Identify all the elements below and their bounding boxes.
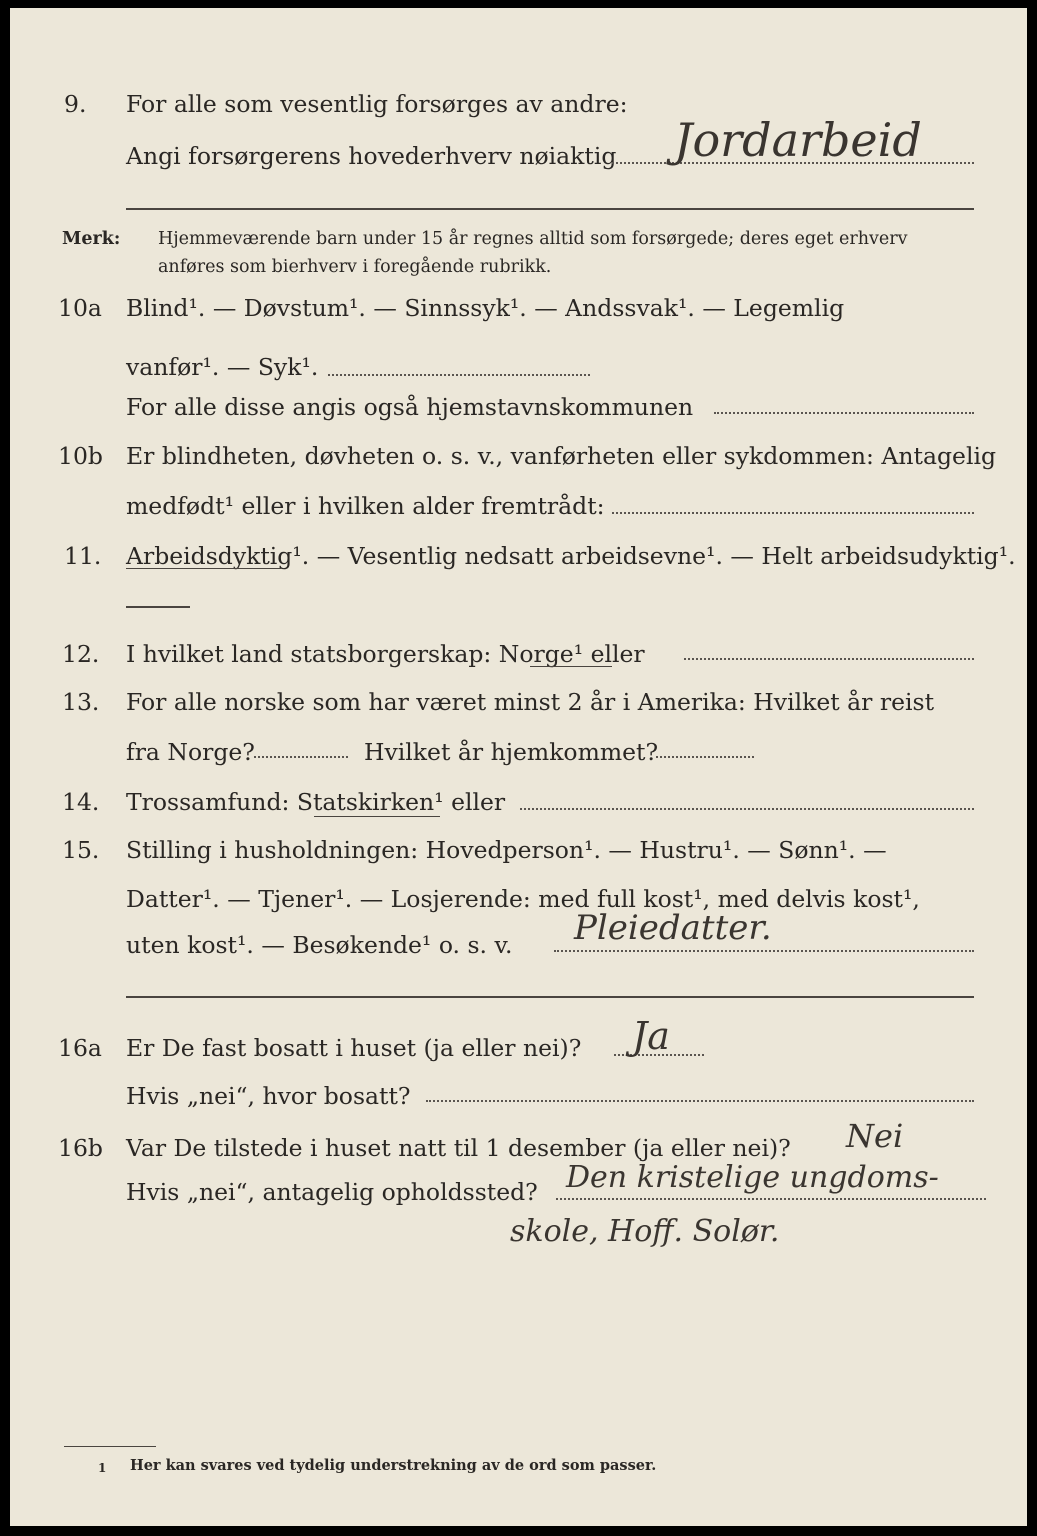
q16b-handwritten-answer2-line2: skole, Hoff. Solør. xyxy=(510,1214,780,1249)
q10a-municipality-line xyxy=(714,412,974,414)
q14-underline-mark xyxy=(314,816,440,817)
q10a-text-line3: For alle disse angis også hjemstavnskommunen xyxy=(126,393,694,421)
q13-number: 13. xyxy=(62,688,100,716)
footnote-mark: 1 xyxy=(98,1461,107,1475)
q11-text-line1: Arbeidsdyktig¹. — Vesentlig nedsatt arbeidsevne¹. — Helt arbeidsudyktig¹. xyxy=(126,542,1016,570)
merk-text-line2: anføres som bierhverv i foregående rubrikk. xyxy=(158,257,552,277)
q16a-text-line1: Er De fast bosatt i huset (ja eller nei)? xyxy=(126,1034,582,1062)
merk-label: Merk: xyxy=(62,229,121,249)
q15-number: 15. xyxy=(62,836,100,864)
q11-underline-mark xyxy=(126,568,282,569)
q15-text-line3: uten kost¹. — Besøkende¹ o. s. v. xyxy=(126,931,513,959)
q15-blank-line xyxy=(126,996,974,998)
q15-text-line2: Datter¹. — Tjener¹. — Losjerende: med full kost¹, med delvis kost¹, xyxy=(126,885,920,913)
q16a-handwritten-answer: Ja xyxy=(632,1014,670,1058)
q10b-number: 10b xyxy=(58,442,103,470)
q12-number: 12. xyxy=(62,640,100,668)
q12-underline-mark xyxy=(530,666,612,667)
footnote-text: Her kan svares ved tydelig understrekning av de ord som passer. xyxy=(130,1457,657,1474)
q10a-text-line1: Blind¹. — Døvstum¹. — Sinnssyk¹. — Andssvak¹. — Legemlig xyxy=(126,294,845,322)
q14-number: 14. xyxy=(62,788,100,816)
q9-blank-line xyxy=(126,208,974,210)
q16b-number: 16b xyxy=(58,1134,103,1162)
q10a-text-line2: vanfør¹. — Syk¹. xyxy=(126,353,319,381)
q10a-answer-line xyxy=(328,374,590,376)
q13-text-line1: For alle norske som har været minst 2 år i Amerika: Hvilket år reist xyxy=(126,688,935,716)
q16b-text-line2: Hvis „nei“, antagelig opholdssted? xyxy=(126,1178,538,1206)
q14-text-line1: Trossamfund: Statskirken¹ eller xyxy=(126,788,506,816)
q9-number: 9. xyxy=(64,90,87,118)
q10b-answer-line xyxy=(612,512,974,514)
q13-left-year-line xyxy=(254,756,348,758)
q11-number: 11. xyxy=(64,542,102,570)
q9-handwritten-answer: Jordarbeid xyxy=(674,113,922,167)
q13-text-line2b: Hvilket år hjemkommet? xyxy=(364,738,659,766)
merk-text-line1: Hjemmeværende barn under 15 år regnes alltid som forsørgede; deres eget erhverv xyxy=(158,229,908,249)
q13-text-line2a: fra Norge? xyxy=(126,738,255,766)
q10b-text-line1: Er blindheten, døvheten o. s. v., vanførheten eller sykdommen: Antagelig xyxy=(126,442,997,470)
q11-short-rule xyxy=(126,606,190,608)
q10b-text-line2: medfødt¹ eller i hvilken alder fremtrådt: xyxy=(126,492,605,520)
q16a-text-line2: Hvis „nei“, hvor bosatt? xyxy=(126,1082,411,1110)
q15-answer-line xyxy=(554,950,974,952)
q12-text-line1: I hvilket land statsborgerskap: Norge¹ eller xyxy=(126,640,645,668)
q9-text-line2: Angi forsørgerens hovederhverv nøiaktig xyxy=(126,142,617,170)
q13-return-year-line xyxy=(656,756,754,758)
q16b-handwritten-answer1: Nei xyxy=(846,1117,904,1155)
q15-text-line1: Stilling i husholdningen: Hovedperson¹. — Hustru¹. — Sønn¹. — xyxy=(126,836,887,864)
q12-answer-line xyxy=(684,658,974,660)
q14-answer-line xyxy=(520,808,974,810)
q15-handwritten-answer: Pleiedatter. xyxy=(574,908,772,948)
q16b-handwritten-answer2-line1: Den kristelige ungdoms- xyxy=(566,1160,939,1195)
q16a-number: 16a xyxy=(58,1034,102,1062)
q16a-location-line xyxy=(426,1100,974,1102)
q10a-number: 10a xyxy=(58,294,102,322)
footnote-rule xyxy=(64,1446,156,1447)
q16b-text-line1: Var De tilstede i huset natt til 1 desember (ja eller nei)? xyxy=(126,1134,791,1162)
q9-text-line1: For alle som vesentlig forsørges av andre: xyxy=(126,90,628,118)
q16b-answer-line xyxy=(556,1198,986,1200)
